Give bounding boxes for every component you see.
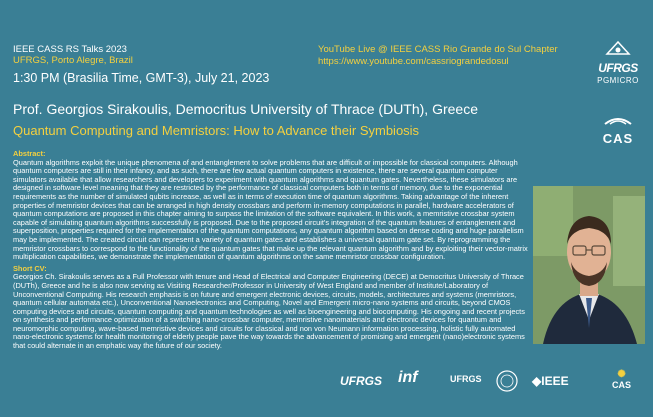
event-location: UFRGS, Porto Alegre, Brazil: [13, 55, 133, 66]
talk-title: Quantum Computing and Memristors: How to Advance their Symbiosis: [13, 123, 420, 138]
speaker-portrait-icon: [533, 186, 645, 344]
cv-text: Georgios Ch. Sirakoulis serves as a Full Professor with tenure and Head of Electrical and Computer Engineering (DECE) at Democritus University of Thrace (DUTh), Greece and he is also now serving as Visiting Researcher/Professor in University of West England and member of Institute/Laboratory of Unconventional Computing. His research emphasis is on future and emergent electronic devices, circuits, models, architectures and systems (memristors, quantum cellular automata etc.), Unconventional Nanoelectronics and Computing, Novel and Emergent micro-nano systems and circuits, beyond CMOS computing devices and circuits, quantum computing and quantum technologies as well as bioengineering and biocomputing. His ongoing and recent projects on synthesis and performance optimization of a switching nano-crossbar computer, memristive nanomaterials and electronic devices for quantum and neuromorphic computing, wave-based memristive devices and circuits for classical and non von Neumann information processing, holistic fully automated nano-electronic systems for health monitoring of elderly people pave the way towards the advancement of promising and emergent (nano)electronic systems that could alternate in an emphatic way the future of our society.: [13, 272, 525, 351]
footer-ieee-logo: [532, 374, 569, 388]
footer-inf-logo: inf: [398, 369, 418, 386]
series-name: IEEE CASS RS Talks 2023: [13, 44, 127, 55]
event-series: [13, 44, 133, 66]
footer-cas-logo: [612, 370, 631, 390]
talk-description: [13, 150, 603, 351]
footer-ufrgs-logo: UFRGS: [340, 374, 382, 388]
speaker-photo: [533, 186, 645, 344]
youtube-info: [318, 44, 558, 68]
ufrgs-emblem-icon: [605, 40, 631, 56]
cas-swirl-icon: ✺: [617, 369, 626, 380]
cas-emblem-icon: [603, 114, 633, 126]
speaker-name: Prof. Georgios Sirakoulis, Democritus University of Thrace (DUTh), Greece: [13, 101, 478, 117]
cas-text: CAS: [602, 131, 634, 146]
sponsor-logos: [320, 366, 650, 406]
footer-cas-text: CAS: [612, 380, 632, 390]
ufrgs-pgmicro-logo: [592, 40, 644, 85]
university-seal-icon: [495, 369, 519, 393]
ufrgs-text: UFRGS: [598, 61, 638, 75]
cas-logo: [593, 113, 643, 146]
event-datetime: 1:30 PM (Brasilia Time, GMT-3), July 21, 2023: [13, 71, 270, 85]
cv-heading: Short CV:: [13, 263, 47, 273]
youtube-link[interactable]: https://www.youtube.com/cassriograndedosul: [318, 56, 509, 67]
ieee-diamond-icon: ◆: [532, 374, 542, 388]
abstract-text: Quantum algorithms exploit the unique phenomena of and entanglement to solve problems that are difficult or impossible for classical computers. Although quantum computers are still in their infancy, and as such, there are few actual quantum computers in existence, there are several quantum computer simulators available that allow researchers and developers to experiment with quantum algorithms and quantum gates. Nevertheless, these simulators are designed in software level meaning that they are restricted by the performance of classical computers both in terms of memory, due to the exponential requirements as the number of simulated qubits increase, as well as in terms of execution time of quantum algorithms. Taking advantage of the inherent properties of memristor devices that can be arranged in high density crossbars and perform in-memory computations in parallel, hardware accelerators of quantum computations are proposed in this chapter aiming to surpass the limitation of the software equivalent. In this work, a memristive crossbar system capable of simulating quantum algorithms successfully is proposed. Due to the proposed circuit's integration of the quantum features of entanglement and superposition, properties required for the implementation of the quantum computations, any quantum algorithm based on dense coding and huge parallelism may be implemented. The created circuit can represent a variety of quantum gates and establishes a universal quantum gate set. By reprogramming the memristor crossbars to correspond to the functionality of the quantum gates that make up the relevant quantum algorithm and by exploiting their vector-matrix multiplication capabilities, we demonstrate the implementation of quantum algorithms on the same memristor crossbar configuration.: [13, 157, 528, 262]
abstract-heading: Abstract:: [13, 149, 46, 158]
pgmicro-text: PGMICRO: [597, 76, 639, 85]
footer-ufrgs-pgmicro-logo: UFRGS: [450, 374, 482, 384]
youtube-label: YouTube Live @ IEEE CASS Rio Grande do Sul Chapter: [318, 44, 558, 55]
ieee-text: IEEE: [541, 374, 569, 388]
